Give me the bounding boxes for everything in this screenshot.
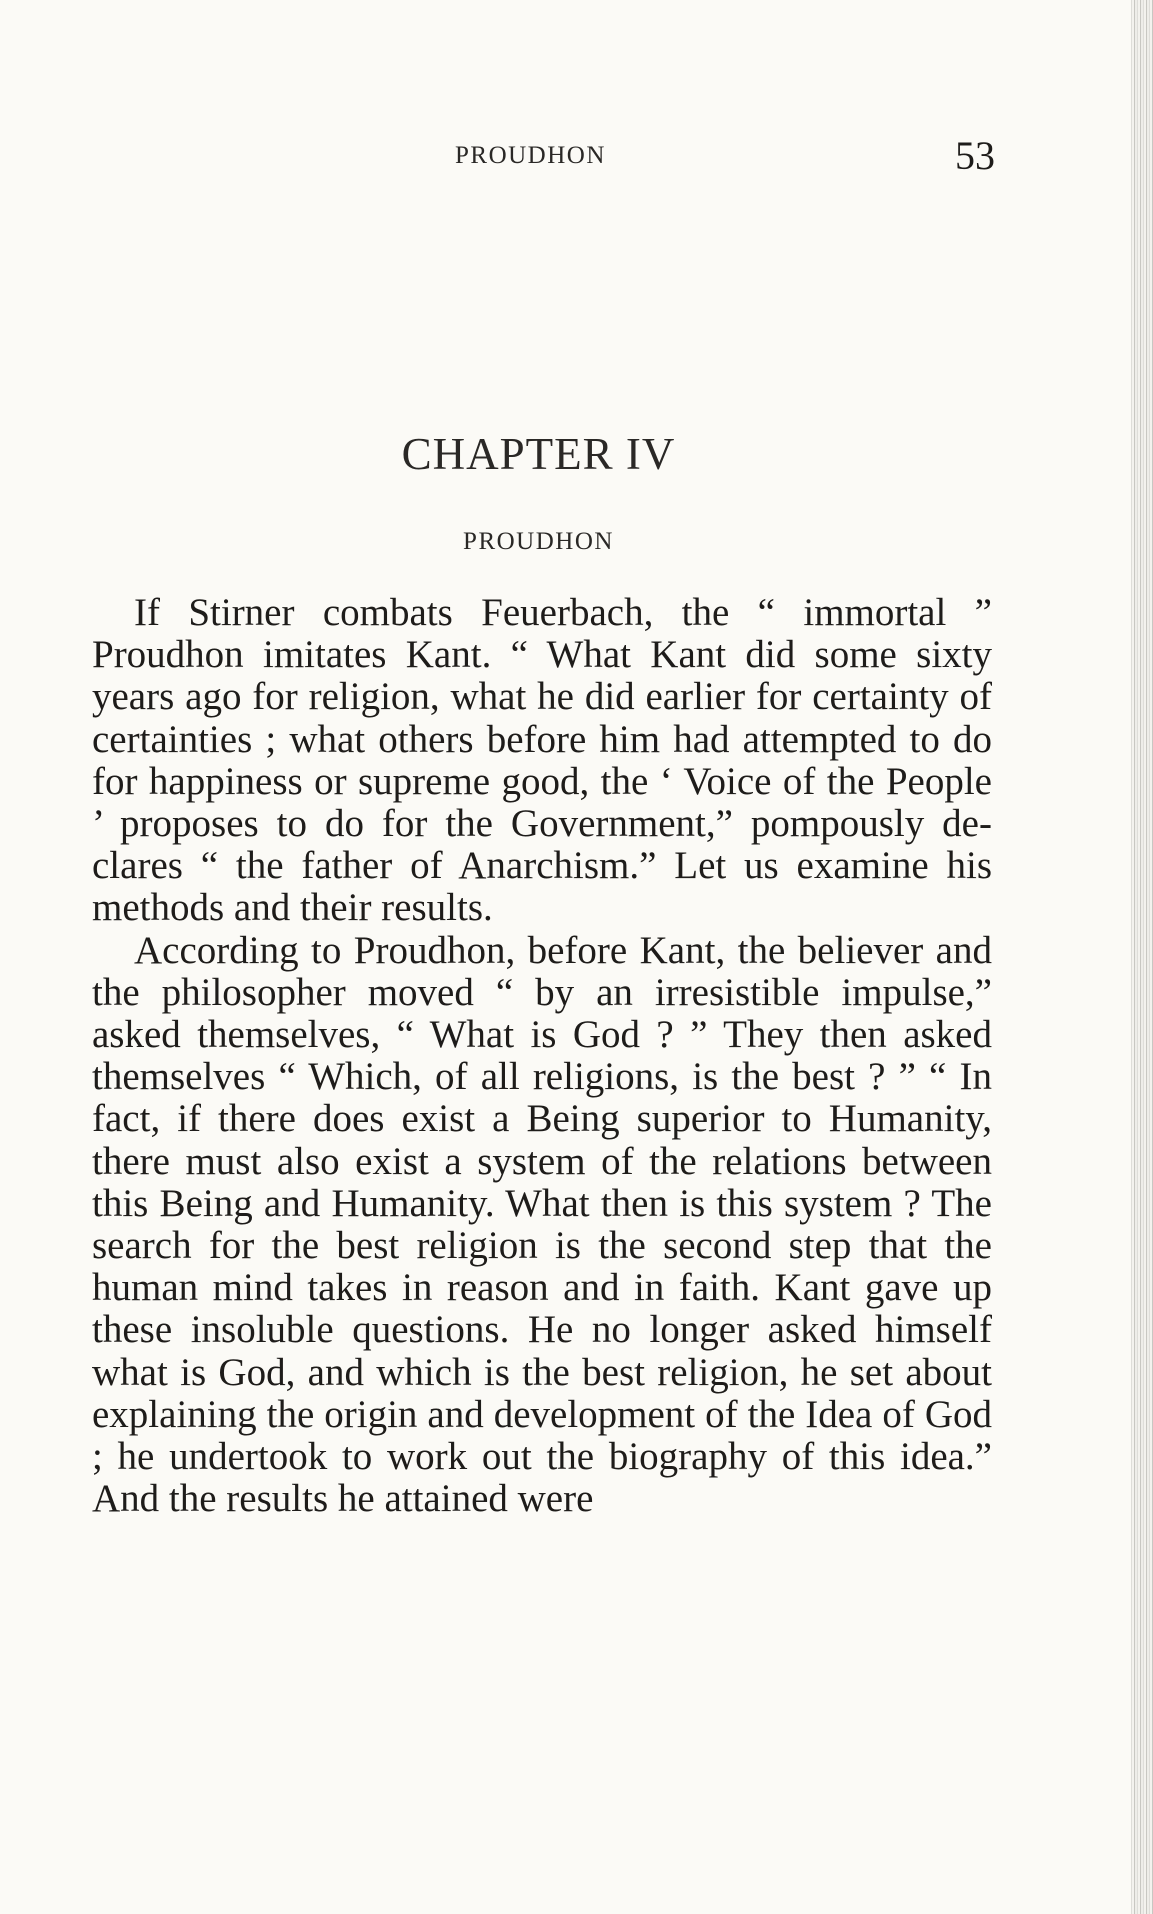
page-number: 53 bbox=[955, 133, 995, 178]
body-text bbox=[92, 592, 992, 1520]
chapter-title: CHAPTER IV bbox=[401, 429, 676, 479]
page-edge bbox=[1131, 0, 1153, 1914]
chapter-subtitle: PROUDHON bbox=[463, 528, 614, 555]
running-header bbox=[0, 133, 1153, 178]
paragraph-1: If Stirner combats Feuerbach, the “ immortal ” Proudhon imitates Kant. “ What Kant did some sixty years ago for religion, what he did earlier for certainty of certainties ; what others before him had attempted to do for happiness or supreme good, the ‘ Voice of the People ’ proposes to do for the Government,” pompously declares “ the father of Anarchism.” Let us examine his methods and their results. bbox=[92, 591, 992, 930]
running-title: PROUDHON bbox=[455, 142, 606, 169]
paragraph-2: According to Proudhon, before Kant, the believer and the philosopher moved “ by an irresistible impulse,” asked themselves, “ What is God ? ” They then asked themselves “ Which, of all religions, is the best ? ” “ In fact, if there does exist a Being superior to Humanity, there must also exist a system of the relations between this Being and Humanity. What then is this system ? The search for the best religion is the second step that the human mind takes in reason and in faith. Kant gave up these insoluble questions. He no longer asked himself what is God, and which is the best religion, he set about explaining the origin and development of the Idea of God ; he undertook to work out the biography of this idea.” And the results he attained were bbox=[92, 928, 992, 1521]
